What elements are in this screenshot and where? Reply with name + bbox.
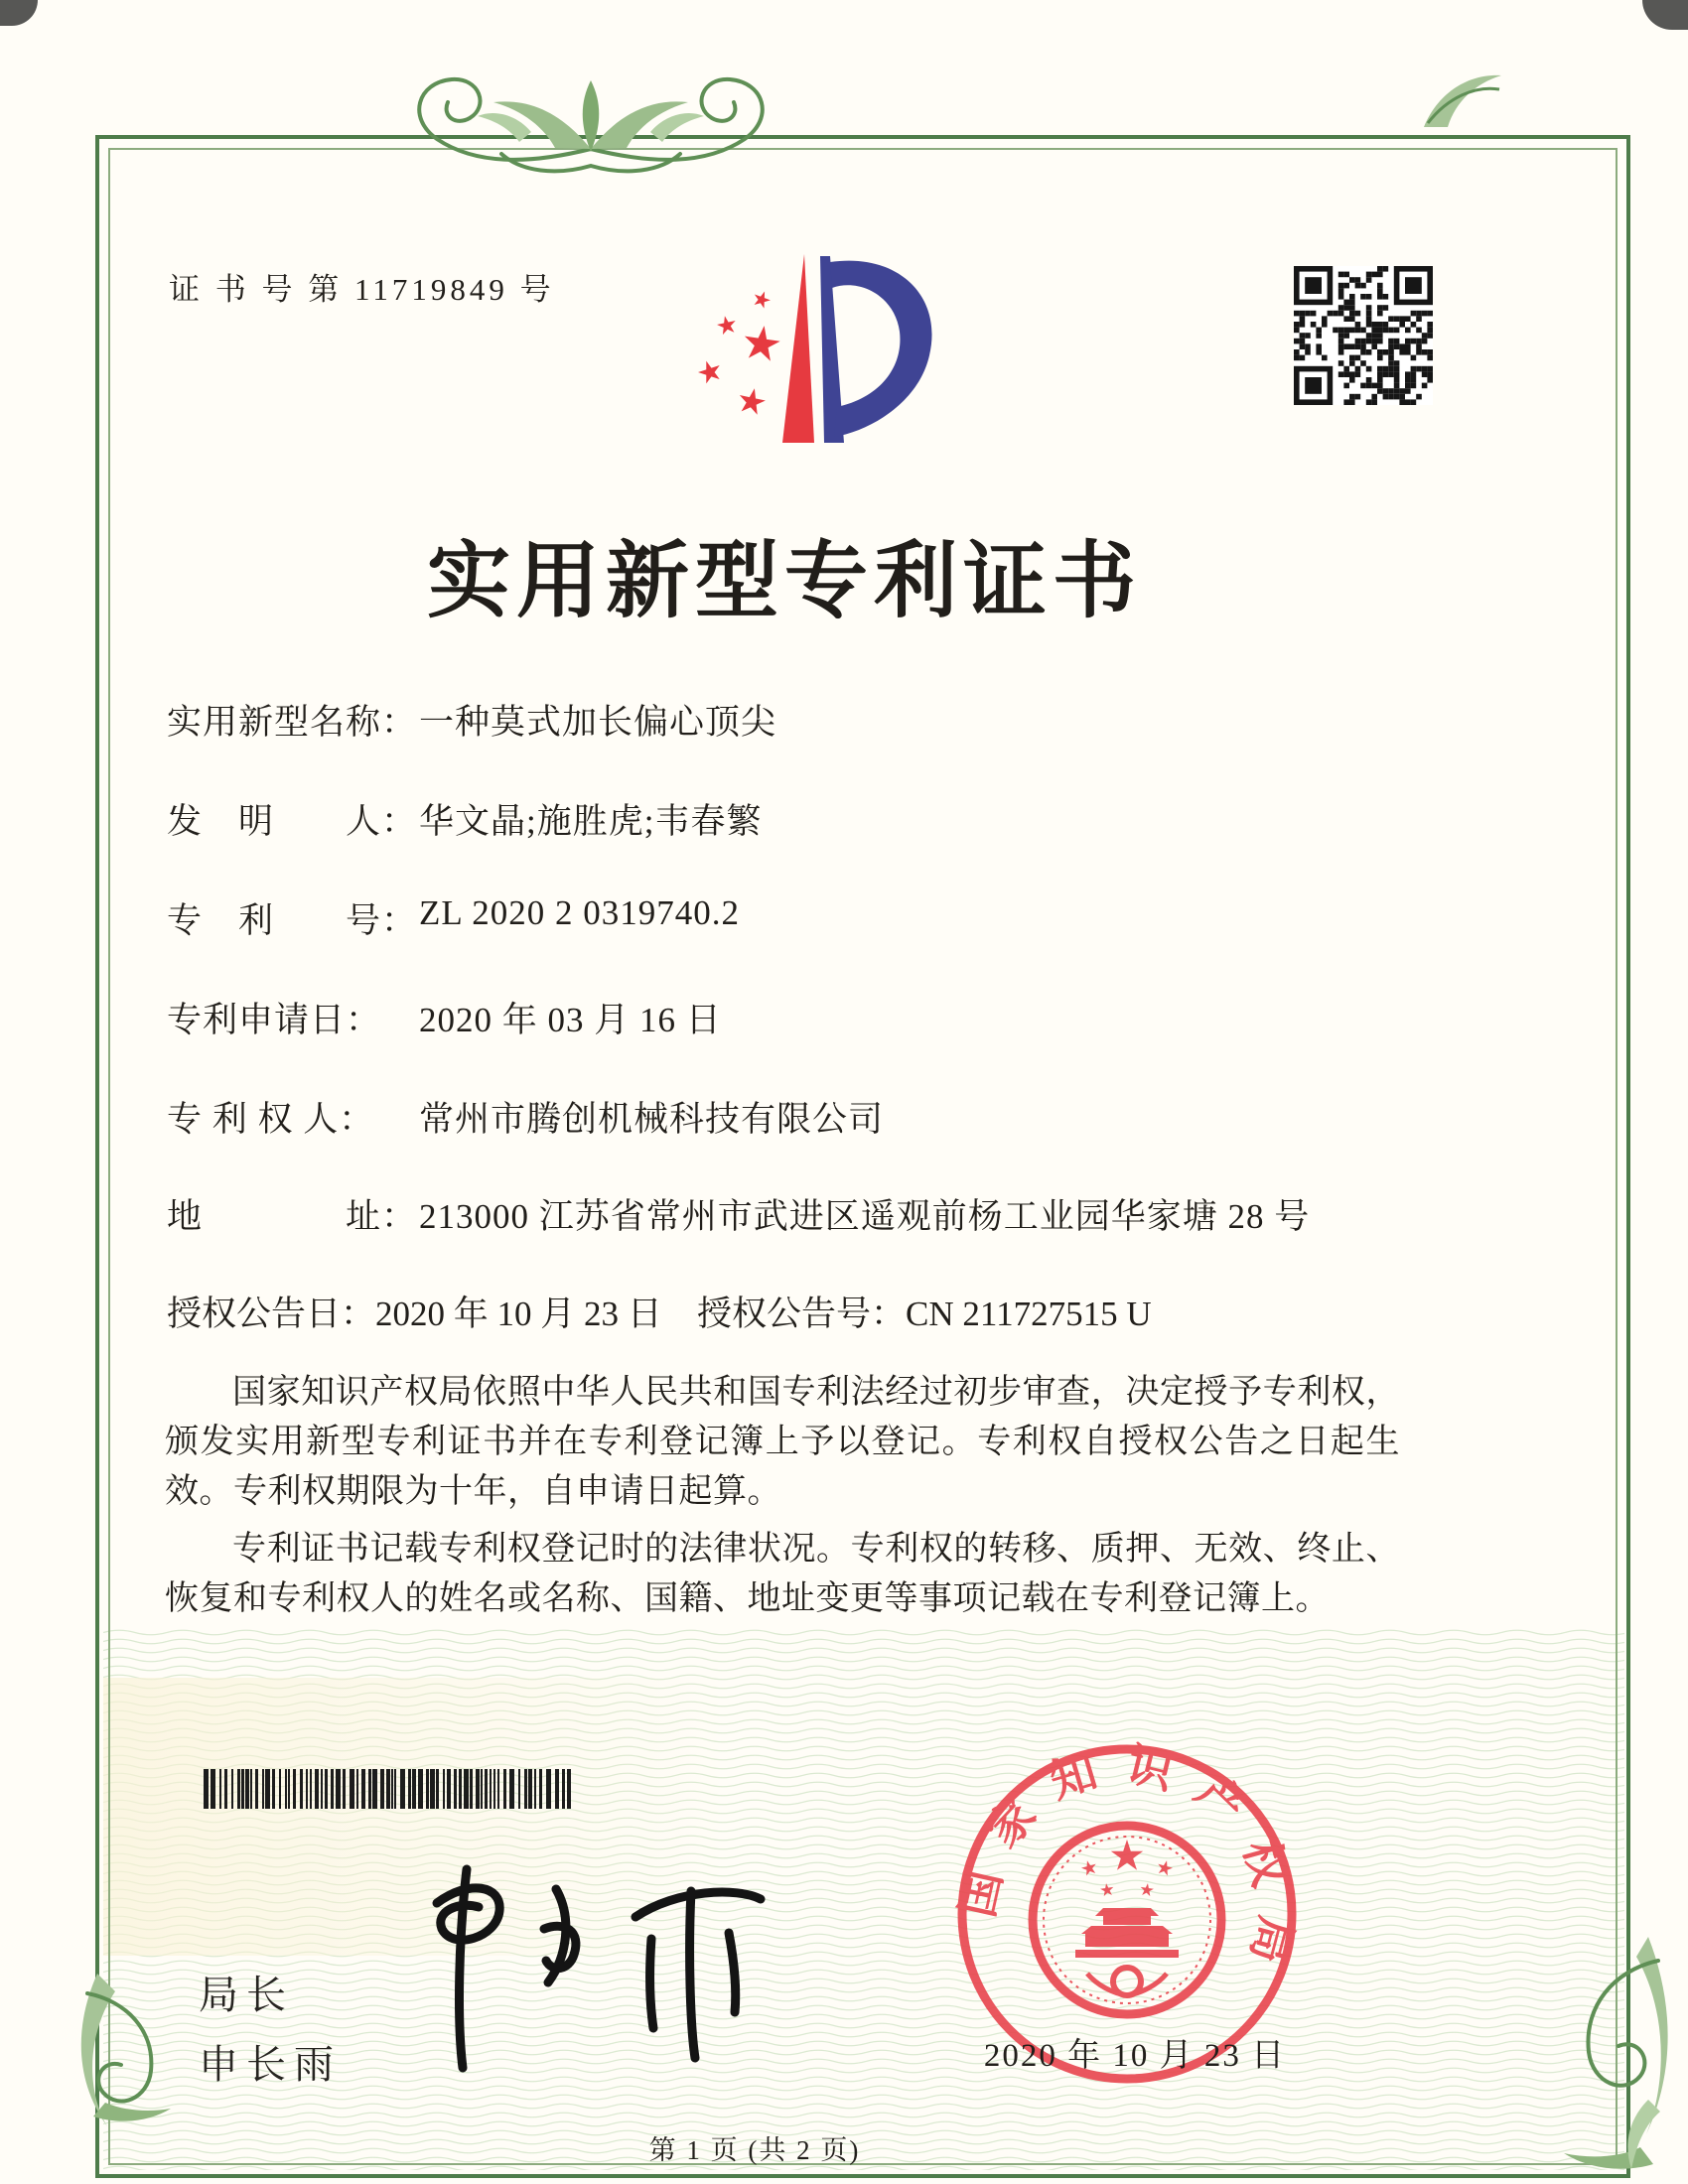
legal-text [165,1368,1400,1632]
field-value: ZL 2020 2 0319740.2 [419,893,740,932]
scan-artifact [1642,0,1688,30]
certificate-title: 实用新型专利证书 [427,536,1143,628]
legal-paragraph-1: 国家知识产权局依照中华人民共和国专利法经过初步审查，决定授予专利权，颁发实用新型专利证书并在专利登记簿上予以登记。专利权自授权公告之日起生效。专利权期限为十年，自申请日起算。 [165,1374,1400,1510]
grant-number [697,1287,1152,1336]
field-patent-number [167,893,740,943]
field-label: 专 利 权 人： [167,1100,375,1139]
field-patentee [167,1092,884,1142]
legal-paragraph-2: 专利证书记载专利权登记时的法律状况。专利权的转移、质押、无效、终止、恢复和专利权人的姓名或名称、国籍、地址变更等事项记载在专利登记簿上。 [165,1531,1400,1617]
field-inventors [167,794,762,844]
border-ornament-top-icon [382,55,799,184]
border-ornament-topright-icon [1418,64,1507,135]
field-value: 一种莫式加长偏心顶尖 [419,703,777,742]
qr-code [1294,266,1433,405]
seal-date: 2020 年 10 月 23 日 [983,2038,1287,2074]
field-value: 213000 江苏省常州市武进区遥观前杨工业园华家塘 28 号 [419,1197,1311,1236]
field-value: 2020 年 03 月 16 日 [419,1001,722,1039]
grant-number-label: 授权公告号： [697,1295,907,1333]
seal-ring-text: 国家知识产权局 [951,1738,1303,1992]
commissioner-title: 局长 [199,1974,294,2017]
cnipa-logo [655,238,953,467]
commissioner-name: 申长雨 [199,2043,342,2087]
field-address [167,1189,1310,1239]
field-filing-date [167,993,722,1042]
border-ornament-bottomright-icon [1529,1931,1683,2184]
field-grant-row [167,1287,1152,1336]
grant-date-value: 2020 年 10 月 23 日 [375,1295,662,1333]
handwritten-signature [387,1842,784,2085]
field-label: 实用新型名称： [167,703,418,742]
field-label: 发 明 人： [167,802,418,841]
national-emblem-icon [1033,1826,1221,2014]
field-label: 专利申请日： [167,1001,382,1039]
grant-date-label: 授权公告日： [167,1295,376,1333]
field-value: 常州市腾创机械科技有限公司 [419,1100,885,1139]
field-utility-model-name [167,695,776,745]
field-label: 地 址： [167,1197,418,1236]
field-value: 华文晶;施胜虎;韦春繁 [419,802,763,841]
certificate-number: 证 书 号 第 11719849 号 [169,272,555,307]
border-ornament-bottomleft-icon [64,1968,203,2136]
grant-number-value: CN 211727515 U [906,1295,1152,1333]
field-label: 专 利 号： [167,901,418,940]
barcode [204,1769,586,1809]
scan-artifact [0,0,38,26]
page-number: 第 1 页 (共 2 页) [648,2135,861,2165]
